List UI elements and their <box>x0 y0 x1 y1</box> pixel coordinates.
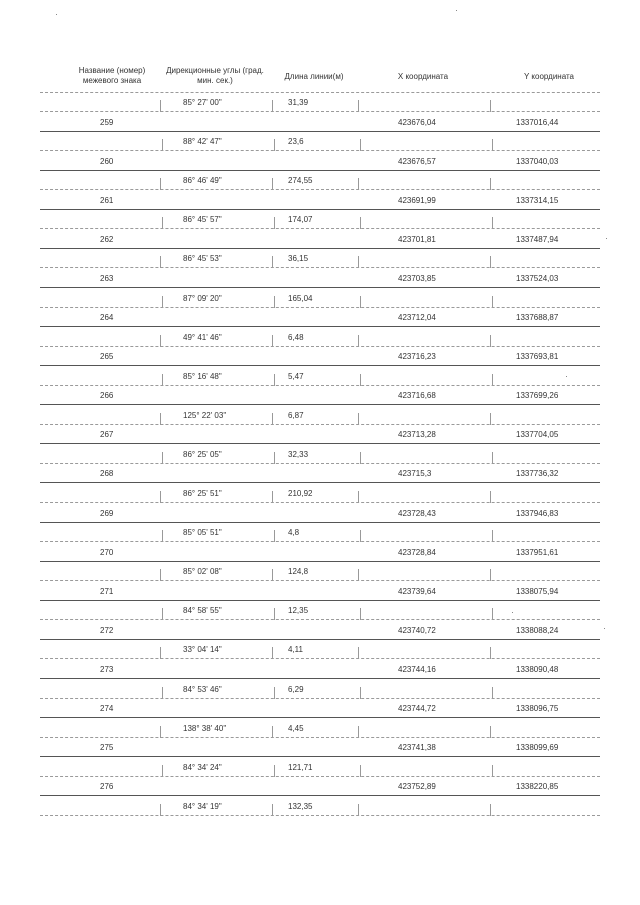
column-separator <box>358 256 359 268</box>
x-coordinate-cell: 423739,64 <box>398 586 436 596</box>
column-separator <box>162 296 163 308</box>
x-coordinate-cell: 423740,72 <box>398 625 436 635</box>
column-separator <box>490 491 491 503</box>
row-divider <box>40 385 600 386</box>
row-divider <box>40 248 600 249</box>
y-coordinate-cell: 1337016,44 <box>516 117 559 127</box>
row-divider <box>40 209 600 210</box>
column-separator <box>160 256 161 268</box>
column-separator <box>360 452 361 464</box>
column-separator <box>160 335 161 347</box>
y-coordinate-cell: 1337946,83 <box>516 508 559 518</box>
angle-cell: 84° 58' 55" <box>183 606 222 616</box>
column-separator <box>492 530 493 542</box>
row-divider <box>40 815 600 816</box>
column-separator <box>160 647 161 659</box>
scan-speck <box>56 14 57 15</box>
column-separator <box>162 765 163 777</box>
row-divider <box>40 346 600 347</box>
column-separator <box>360 765 361 777</box>
row-divider <box>40 522 600 523</box>
length-cell: 124,8 <box>288 567 309 577</box>
column-separator <box>274 374 275 386</box>
column-separator <box>162 452 163 464</box>
y-coordinate-cell: 1338088,24 <box>516 625 559 635</box>
column-separator <box>490 726 491 738</box>
row-divider <box>40 228 600 229</box>
column-separator <box>274 687 275 699</box>
row-divider <box>40 404 600 405</box>
point-name-cell: 269 <box>100 508 114 518</box>
x-coordinate-cell: 423715,3 <box>398 469 432 479</box>
length-cell: 165,04 <box>288 293 313 303</box>
x-coordinate-cell: 423703,85 <box>398 273 436 283</box>
column-separator <box>358 569 359 581</box>
column-separator <box>272 100 273 112</box>
row-divider <box>40 482 600 483</box>
column-separator <box>360 530 361 542</box>
point-name-cell: 273 <box>100 664 114 674</box>
row-divider <box>40 189 600 190</box>
point-name-cell: 261 <box>100 195 114 205</box>
header-name: Название (номер) межевого знака <box>78 66 146 85</box>
scan-speck <box>604 628 605 629</box>
row-divider <box>40 170 600 171</box>
column-separator <box>274 608 275 620</box>
column-separator <box>162 687 163 699</box>
angle-cell: 85° 02' 08" <box>183 567 222 577</box>
y-coordinate-cell: 1337688,87 <box>516 313 559 323</box>
row-divider <box>40 463 600 464</box>
column-separator <box>490 413 491 425</box>
column-separator <box>272 491 273 503</box>
row-divider <box>40 698 600 699</box>
column-separator <box>160 569 161 581</box>
y-coordinate-cell: 1338096,75 <box>516 704 559 714</box>
y-coordinate-cell: 1337693,81 <box>516 352 559 362</box>
length-cell: 36,15 <box>288 254 309 264</box>
scan-speck <box>512 612 513 613</box>
column-separator <box>358 804 359 816</box>
point-name-cell: 264 <box>100 313 114 323</box>
length-cell: 6,48 <box>288 332 304 342</box>
point-name-cell: 260 <box>100 156 114 166</box>
column-separator <box>274 139 275 151</box>
point-name-cell: 271 <box>100 586 114 596</box>
x-coordinate-cell: 423712,04 <box>398 313 436 323</box>
y-coordinate-cell: 1337699,26 <box>516 391 559 401</box>
column-separator <box>358 647 359 659</box>
angle-cell: 85° 27' 00" <box>183 98 222 107</box>
column-separator <box>492 374 493 386</box>
length-cell: 31,39 <box>288 98 309 107</box>
column-separator <box>274 296 275 308</box>
row-divider <box>40 443 600 444</box>
angle-cell: 84° 53' 46" <box>183 684 222 694</box>
angle-cell: 85° 05' 51" <box>183 528 222 538</box>
point-name-cell: 272 <box>100 625 114 635</box>
row-divider <box>40 307 600 308</box>
angle-cell: 86° 45' 57" <box>183 215 222 225</box>
row-divider <box>40 267 600 268</box>
length-cell: 23,6 <box>288 137 304 147</box>
length-cell: 4,11 <box>288 645 303 655</box>
scan-speck <box>456 10 457 11</box>
length-cell: 4,45 <box>288 723 304 733</box>
x-coordinate-cell: 423744,16 <box>398 664 436 674</box>
scan-speck <box>606 238 607 239</box>
column-separator <box>162 217 163 229</box>
angle-cell: 84° 34' 19" <box>183 801 222 811</box>
scan-speck <box>566 376 567 377</box>
length-cell: 174,07 <box>288 215 313 225</box>
x-coordinate-cell: 423744,72 <box>398 704 436 714</box>
point-name-cell: 259 <box>100 117 114 127</box>
column-separator <box>492 296 493 308</box>
point-name-cell: 263 <box>100 273 114 283</box>
column-separator <box>160 100 161 112</box>
column-separator <box>360 139 361 151</box>
column-separator <box>360 217 361 229</box>
column-separator <box>490 804 491 816</box>
length-cell: 32,33 <box>288 449 309 459</box>
column-separator <box>490 569 491 581</box>
point-name-cell: 275 <box>100 743 114 753</box>
angle-cell: 85° 16' 48" <box>183 371 222 381</box>
row-divider <box>40 600 600 601</box>
y-coordinate-cell: 1337487,94 <box>516 234 559 244</box>
angle-cell: 86° 46' 49" <box>183 176 222 186</box>
column-separator <box>274 452 275 464</box>
row-divider <box>40 737 600 738</box>
angle-cell: 88° 42' 47" <box>183 137 222 147</box>
column-separator <box>162 608 163 620</box>
x-coordinate-cell: 423716,68 <box>398 391 436 401</box>
y-coordinate-cell: 1338090,48 <box>516 664 559 674</box>
column-separator <box>272 413 273 425</box>
x-coordinate-cell: 423713,28 <box>398 430 436 440</box>
x-coordinate-cell: 423691,99 <box>398 195 436 205</box>
x-coordinate-cell: 423676,57 <box>398 156 436 166</box>
row-divider <box>40 678 600 679</box>
column-separator <box>360 296 361 308</box>
header-x: X координата <box>397 72 449 81</box>
column-separator <box>272 256 273 268</box>
y-coordinate-cell: 1338220,85 <box>516 782 559 792</box>
length-cell: 6,29 <box>288 684 304 694</box>
header-divider <box>40 92 600 93</box>
row-divider <box>40 541 600 542</box>
length-cell: 6,87 <box>288 410 304 420</box>
column-separator <box>492 452 493 464</box>
column-separator <box>160 178 161 190</box>
column-separator <box>358 491 359 503</box>
column-separator <box>272 178 273 190</box>
length-cell: 210,92 <box>288 489 313 498</box>
column-separator <box>360 608 361 620</box>
point-name-cell: 270 <box>100 547 114 557</box>
y-coordinate-cell: 1337951,61 <box>516 547 559 557</box>
angle-cell: 87° 09' 20" <box>183 293 222 303</box>
y-coordinate-cell: 1337524,03 <box>516 273 559 283</box>
point-name-cell: 274 <box>100 704 114 714</box>
column-separator <box>358 413 359 425</box>
y-coordinate-cell: 1337040,03 <box>516 156 559 166</box>
x-coordinate-cell: 423701,81 <box>398 234 436 244</box>
angle-cell: 125° 22' 03" <box>183 410 227 420</box>
angle-cell: 86° 25' 05" <box>183 449 222 459</box>
column-separator <box>358 100 359 112</box>
column-separator <box>160 491 161 503</box>
column-separator <box>360 687 361 699</box>
header-length: Длина линии(м) <box>284 72 344 81</box>
point-name-cell: 267 <box>100 430 114 440</box>
column-separator <box>272 335 273 347</box>
column-separator <box>162 530 163 542</box>
point-name-cell: 276 <box>100 782 114 792</box>
row-divider <box>40 639 600 640</box>
column-separator <box>492 608 493 620</box>
length-cell: 121,71 <box>288 762 313 772</box>
row-divider <box>40 717 600 718</box>
x-coordinate-cell: 423741,38 <box>398 743 436 753</box>
column-separator <box>358 335 359 347</box>
row-divider <box>40 424 600 425</box>
angle-cell: 86° 45' 53" <box>183 254 222 264</box>
row-divider <box>40 561 600 562</box>
row-divider <box>40 658 600 659</box>
x-coordinate-cell: 423752,89 <box>398 782 436 792</box>
column-separator <box>162 139 163 151</box>
y-coordinate-cell: 1337704,05 <box>516 430 559 440</box>
column-separator <box>272 804 273 816</box>
column-separator <box>492 765 493 777</box>
column-separator <box>160 726 161 738</box>
angle-cell: 86° 25' 51" <box>183 489 222 498</box>
column-separator <box>272 569 273 581</box>
column-separator <box>160 804 161 816</box>
angle-cell: 138° 38' 40" <box>183 723 227 733</box>
row-divider <box>40 287 600 288</box>
length-cell: 12,35 <box>288 606 309 616</box>
column-separator <box>492 217 493 229</box>
row-divider <box>40 326 600 327</box>
column-separator <box>490 256 491 268</box>
y-coordinate-cell: 1338075,94 <box>516 586 559 596</box>
column-separator <box>162 374 163 386</box>
angle-cell: 33° 04' 14" <box>183 645 222 655</box>
column-separator <box>272 647 273 659</box>
column-separator <box>492 687 493 699</box>
length-cell: 4,8 <box>288 528 300 538</box>
column-separator <box>274 530 275 542</box>
column-separator <box>490 335 491 347</box>
y-coordinate-cell: 1338099,69 <box>516 743 559 753</box>
column-separator <box>358 178 359 190</box>
length-cell: 5,47 <box>288 371 304 381</box>
row-divider <box>40 365 600 366</box>
column-separator <box>160 413 161 425</box>
y-coordinate-cell: 1337314,15 <box>516 195 559 205</box>
row-divider <box>40 150 600 151</box>
x-coordinate-cell: 423728,43 <box>398 508 436 518</box>
row-divider <box>40 111 600 112</box>
column-separator <box>490 100 491 112</box>
column-separator <box>272 726 273 738</box>
row-divider <box>40 776 600 777</box>
length-cell: 132,35 <box>288 801 313 811</box>
row-divider <box>40 795 600 796</box>
point-name-cell: 266 <box>100 391 114 401</box>
point-name-cell: 262 <box>100 234 114 244</box>
column-separator <box>490 647 491 659</box>
x-coordinate-cell: 423728,84 <box>398 547 436 557</box>
column-separator <box>358 726 359 738</box>
header-y: Y координата <box>523 72 575 81</box>
x-coordinate-cell: 423716,23 <box>398 352 436 362</box>
row-divider <box>40 580 600 581</box>
angle-cell: 84° 34' 24" <box>183 762 222 772</box>
x-coordinate-cell: 423676,04 <box>398 117 436 127</box>
header-angle: Дирекционные углы (град. мин. сек.) <box>166 66 264 85</box>
column-separator <box>360 374 361 386</box>
length-cell: 274,55 <box>288 176 313 186</box>
row-divider <box>40 131 600 132</box>
point-name-cell: 265 <box>100 352 114 362</box>
y-coordinate-cell: 1337736,32 <box>516 469 559 479</box>
row-divider <box>40 756 600 757</box>
angle-cell: 49° 41' 46" <box>183 332 222 342</box>
column-separator <box>274 765 275 777</box>
column-separator <box>492 139 493 151</box>
column-separator <box>274 217 275 229</box>
point-name-cell: 268 <box>100 469 114 479</box>
row-divider <box>40 502 600 503</box>
column-separator <box>490 178 491 190</box>
row-divider <box>40 619 600 620</box>
